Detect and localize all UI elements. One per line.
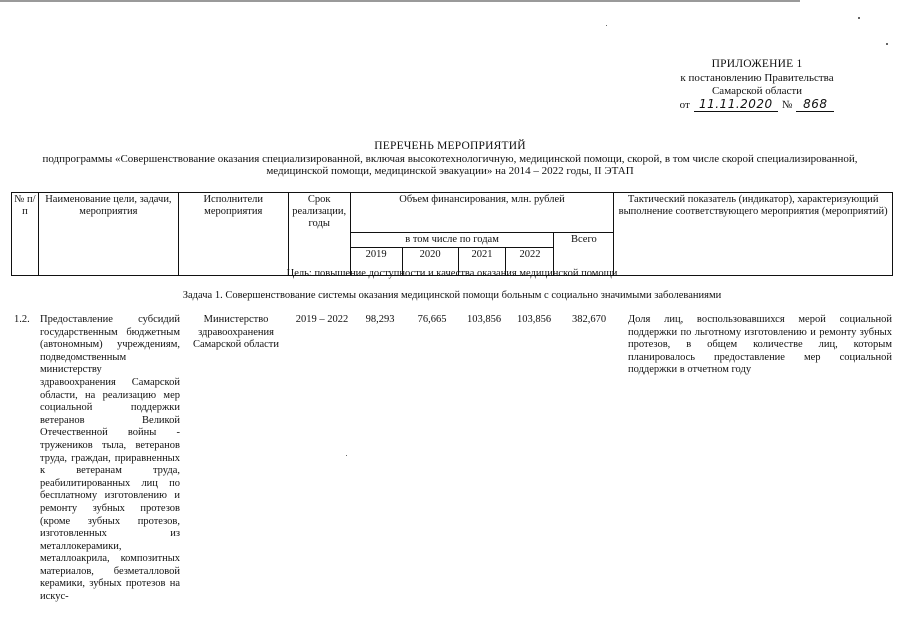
row-value-2020: 76,665 bbox=[417, 314, 447, 325]
header-year-2020: 2020 bbox=[402, 248, 458, 276]
header-executor: Исполнители мероприятия bbox=[178, 193, 288, 276]
handwritten-date: 11.11.2020 bbox=[694, 98, 778, 112]
date-prefix: от bbox=[679, 99, 690, 111]
row-measure-name: Предоставление субсидий государственным бюджетным (автономным) учреждениям, подведомственным министерству здравоохранения Самарской области, на реализацию мер социальной поддержки ветеранов Великой Отечественной войны - тружеников тыла, ветеранов труда, граждан, приравненных к ветеранам труда, реабилитированных лиц по бесплатному изготовлению и ремонту зубных протезов (кроме зубных протезов, изготовленных из металлокерамики, металлоакрила, композитных материалов, безметалловой керамики, зубных протезов на искус- bbox=[40, 314, 180, 603]
row-value-2019: 98,293 bbox=[365, 314, 395, 325]
row-executor: Министерство здравоохранения Самарской области bbox=[193, 314, 279, 351]
header-financing: Объем финансирования, млн. рублей bbox=[350, 193, 614, 233]
row-indicator: Доля лиц, воспользовавшихся мерой социальной поддержки по льготному изготовлению и ремонту зубных протезов, в общем количестве лиц, которым планировалось предоставление мер социальной поддержки в отчетном году bbox=[628, 314, 892, 376]
measures-table-header bbox=[11, 192, 893, 276]
row-total: 382,670 bbox=[571, 314, 607, 325]
appendix-title: ПРИЛОЖЕНИЕ 1 bbox=[711, 58, 803, 70]
handwritten-number: 868 bbox=[796, 98, 834, 112]
header-name: Наименование цели, задачи, мероприятия bbox=[38, 193, 178, 276]
appendix-line-2: Самарской области bbox=[711, 85, 803, 97]
row-value-2022: 103,856 bbox=[516, 314, 552, 325]
goal-line: Цель: повышение доступности и качества оказания медицинской помощи bbox=[286, 268, 618, 279]
appendix-line-1: к постановлению Правительства bbox=[680, 72, 834, 84]
row-number: 1.2. bbox=[14, 314, 30, 325]
header-year-2021: 2021 bbox=[458, 248, 506, 276]
scan-speck bbox=[886, 43, 888, 45]
row-term: 2019 – 2022 bbox=[295, 314, 349, 325]
task-line: Задача 1. Совершенствование системы оказания медицинской помощи больным с социально значимыми заболеваниями bbox=[182, 290, 722, 301]
scan-speck bbox=[858, 17, 860, 19]
header-indicator: Тактический показатель (индикатор), характеризующий выполнение соответствующего мероприятия (мероприятий) bbox=[614, 193, 893, 276]
document-subtitle-line-2: медицинской помощи, медицинской эвакуации» на 2014 – 2022 годы, II ЭТАП bbox=[266, 165, 634, 177]
scan-top-edge-line bbox=[0, 0, 800, 2]
appendix-date-number-line bbox=[657, 98, 857, 112]
header-year-2019: 2019 bbox=[350, 248, 402, 276]
document-title: ПЕРЕЧЕНЬ МЕРОПРИЯТИЙ bbox=[374, 140, 526, 152]
row-value-2021: 103,856 bbox=[466, 314, 502, 325]
document-subtitle-line-1: подпрограммы «Совершенствование оказания специализированной, включая высокотехнологичную, медицинской помощи, скорой, в том числе скорой специализированной, bbox=[42, 152, 858, 165]
header-num: № п/п bbox=[12, 193, 39, 276]
scan-speck bbox=[346, 455, 347, 456]
header-term: Срок реализации, годы bbox=[288, 193, 350, 276]
appendix-block bbox=[657, 58, 857, 112]
header-total: Всего bbox=[554, 233, 614, 276]
scan-speck bbox=[606, 25, 607, 26]
header-by-years: в том числе по годам bbox=[350, 233, 554, 248]
number-prefix: № bbox=[781, 99, 793, 111]
header-year-2022: 2022 bbox=[506, 248, 554, 276]
document-title-block bbox=[20, 140, 880, 178]
